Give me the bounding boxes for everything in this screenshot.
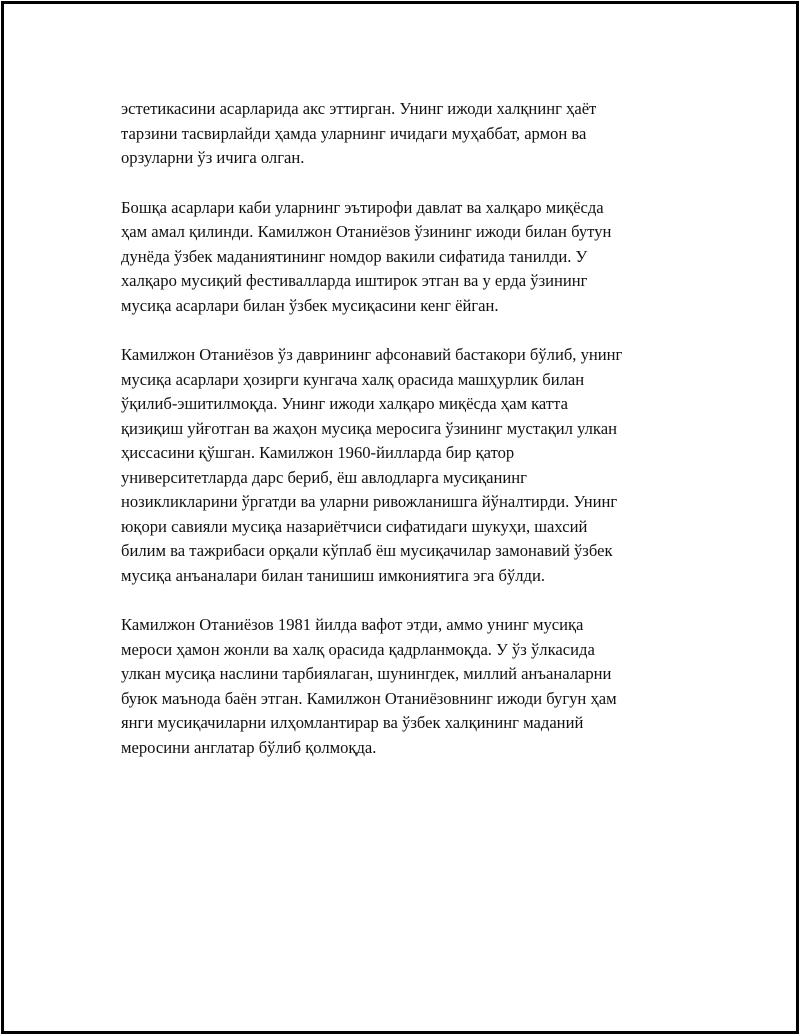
text-line: халқаро мусиқий фестивалларда иштирок этган ва у ерда ўзининг xyxy=(121,271,588,290)
document-body xyxy=(121,97,689,785)
text-line: нозикликларини ўргатди ва уларни ривожланишга йўналтирди. Унинг xyxy=(121,492,618,511)
text-line: буюк маънода баён этган. Камилжон Отаниёзовнинг ижоди бугун ҳам xyxy=(121,688,617,708)
text-line: Камилжон Отаниёзов ўз даврининг афсонавий бастакори бўлиб, унинг xyxy=(121,345,623,364)
text-line: ҳиссасини қўшган. Камилжон 1960-йилларда бир қатор xyxy=(121,443,515,462)
text-line: орзуларни ўз ичига олган. xyxy=(121,148,305,167)
text-line: мероси ҳамон жонли ва халқ орасида қадрланмоқда. У ўз ўлкасида xyxy=(121,639,595,659)
text-line: университетларда дарс бериб, ёш авлодларга мусиқанинг xyxy=(121,467,527,487)
text-line: мусиқа анъаналари билан танишиш имкониятига эга бўлди. xyxy=(121,565,546,585)
text-line: эстетикасини асарларида акс эттирган. Унинг ижоди халқнинг ҳаёт xyxy=(121,99,597,118)
text-line: ҳам амал қилинди. Камилжон Отаниёзов ўзининг ижоди билан бутун xyxy=(121,222,612,241)
text-line: янги мусиқачиларни илҳомлантирар ва ўзбек халқининг маданий xyxy=(121,713,584,732)
text-line: қизиқиш уйғотган ва жаҳон мусиқа меросига ўзининг мустақил улкан xyxy=(121,418,617,438)
text-line: билим ва тажрибаси орқали кўплаб ёш мусиқачилар замонавий ўзбек xyxy=(121,541,613,560)
text-line: юқори савияли мусиқа назариётчиси сифатидаги шукуҳи, шахсий xyxy=(121,516,588,536)
text-line: меросини англатар бўлиб қолмоқда. xyxy=(121,737,377,757)
text-line: Бошқа асарлари каби уларнинг эътирофи давлат ва халқаро миқёсда xyxy=(121,197,604,217)
text-line: мусиқа асарлари ҳозирги кунгача халқ орасида машҳурлик билан xyxy=(121,369,585,389)
paragraph-2 xyxy=(121,196,689,319)
paragraph-4 xyxy=(121,613,689,760)
text-line: мусиқа асарлари билан ўзбек мусиқасини кенг ёйган. xyxy=(121,295,499,315)
paragraph-1 xyxy=(121,97,689,171)
paragraph-3 xyxy=(121,343,689,588)
document-page xyxy=(1,1,799,1034)
text-line: Камилжон Отаниёзов 1981 йилда вафот этди, аммо унинг мусиқа xyxy=(121,615,584,634)
text-line: дунёда ўзбек маданиятининг номдор вакили сифатида танилди. У xyxy=(121,246,588,266)
text-line: тарзини тасвирлайди ҳамда уларнинг ичидаги муҳаббат, армон ва xyxy=(121,123,587,143)
text-line: улкан мусиқа наслини тарбиялаган, шунингдек, миллий анъаналарни xyxy=(121,664,612,683)
text-line: ўқилиб-эшитилмоқда. Унинг ижоди халқаро миқёсда ҳам катта xyxy=(121,394,568,413)
